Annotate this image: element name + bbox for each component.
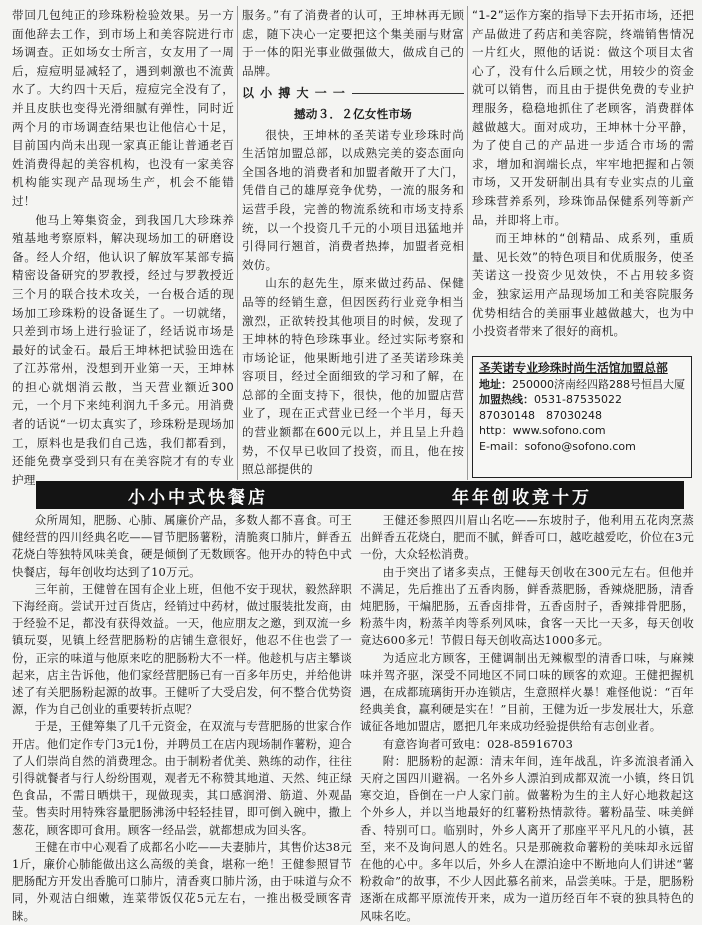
hotline-label: 加盟热线：: [479, 393, 534, 406]
paragraph: 带回几包纯正的珍珠粉检验效果。另一方面他辞去工作，到市场上和美容院进行市场调查。正如场女士所言，女友用了一周后，痘痘明显减轻了，遇到刺激也不流黄水了。大约四十天后，痘痘完全没有了，并且皮肤也变得光滑细腻有弹性，同时近两个月的市场调查结果也让他信心十足，目前国内尚未出现一家真正能让普通老百姓消费得起的美容机构，也没有一家美容机构能实现产品现场生产，机会不能错过！: [12, 8, 234, 208]
paragraph: 于是，王健筹集了几千元资金，在双流与专营肥肠的世家合作开店。他们定作专门3元1份，并聘员工在店内现场制作薯粉，迎合了人们崇尚自然的消费理念。由于制粉者优美、熟练的动作，往往引得就餐者与行人纷纷围观，观者无不称赞其地道、天然、纯正绿色食品，不需日晒烘干，现做现卖，其口感润滑、筋道、外观晶莹。售卖时用特殊容量肥肠沸汤中轻轻挂冒，即可倒入碗中，撒上葱花，顾客即可食用。顾客一经品尝，就都想成为回头客。: [12, 719, 352, 837]
contact-phone-line: 有意咨询者可致电：028-85916703: [382, 736, 574, 751]
paragraph: 很快，王坤林的圣芙诺专业珍珠时尚生活馆加盟总部，以成熟完美的姿态面向全国各地的消费者和加盟者敞开了大门，凭借自己的雄厚竞争优势，一流的服务和运营手段，完善的物流系统和市场支持系统，以一个投资几千元的小项目迅猛地并引得同行翘首，消费者热捧，加盟者竞相效仿。: [242, 127, 464, 272]
paragraph: 王健还参照四川眉山名吃——东坡肘子，他利用五花肉烹蒸出鲜香五花烧白，肥而不腻，鲜香可口，越吃越爱吃，价位在3元一份，大众轻松消费。: [360, 513, 694, 562]
article-headline-banner: [36, 481, 684, 509]
paragraph: 由于突出了诸多卖点，王健每天创收在300元左右。但他并不满足，先后推出了五香肉肠，鲜香蒸肥肠，香辣烧肥肠，清香炖肥肠，干煸肥肠，五香卤排骨，五香卤肘子，香辣排骨肥肠，粉蒸牛肉，粉蒸羊肉等系列风味，食客一天比一天多，每天创收竟达600多元！节假日每天创收高达1000多元。: [360, 564, 694, 648]
address-value: 250000济南经四路288号恒昌大厦: [512, 377, 685, 391]
article-column-1: [12, 6, 234, 486]
paragraph: 他马上筹集资金，到我国几大珍珠养殖基地考察原料，解决现场加工的研磨设备。经人介绍，他认识了解放军某部专搞精密设备研究的罗教授，经过与罗教授近三个月的联合技术攻关，一台极合适的现场加工珍珠粉的设备诞生了。一切就绪，只差到市场上进行验证了，经话说市场是最好的试金石。最后王坤林把试验田选在了江苏常州，没想到开业第一天，王坤林的担心就烟消云散，当天营业额近300元，一个月下来纯利润九千多元。用消费者的话说“一切太真实了，珍珠粉是现场加工，原料也是我们自己选，我们都看到，还能免费享受到只有在美容院才有的专业护理: [12, 212, 234, 487]
ad-title: 圣芙诺专业珍珠时尚生活馆加盟总部: [479, 361, 668, 375]
heading-rule: [352, 93, 464, 94]
article-bottom-left: [12, 512, 352, 923]
headline-right: 年年创收竞十万: [452, 487, 592, 508]
paragraph: 服务。”有了消费者的认可，王坤林再无顾虑，随下决心一定要把这个集美丽与财富于一体的阳光事业做强做大，做成自己的品牌。: [242, 8, 464, 78]
section-title: 以 小 搏 大 一 一: [242, 86, 346, 101]
hotline-value: 0531-87535022 87030148 87030248: [479, 393, 633, 422]
paragraph: 附：肥肠粉的起源：清末年间，连年战乱，许多流浪者涌入天府之国四川避祸。一名外乡人漂泊到成都双流一小镇，终日饥寒交迫，昏倒在一户人家门前。做薯粉为生的主人好心地救起这个外乡人，并以当地最好的红薯粉热情款待。薯粉晶莹、味美鲜香、特别可口。临别时，外乡人离开了那座平平凡凡的小镇，甚至，来不及询问恩人的姓名。只是那碗救命薯粉的美味却永远留在他的心中。多年以后，外乡人在漂泊途中不断地向人们讲述“薯粉救命”的故事，不少人因此慕名前来，品尝美味。于是，肥肠粉逐渐在成都平原流传开来，成为一道历经百年不衰的独具特色的风味名吃。: [360, 753, 694, 923]
paragraph: 山东的赵先生，原来做过药品、保健品等的经销生意，但因医药行业竞争相当激烈，正欲转投其他项目的时候，发现了王坤林的特色珍珠事业。经过实际考察和市场论证，他果断地引进了圣芙诺珍珠美容项目，经过全面细致的学习和了解，在总部的全面支持下，很快，他的加盟店营业了，现在正式营业已经一个半月，每天的营业额都在600元以上，并且呈上升趋势，不仅早已收回了投资，而且，他在按照总部提供的: [242, 276, 464, 477]
paragraph: 众所周知，肥肠、心肺、属廉价产品，多数人都不喜食。可王健经营的四川经典名吃——冒节肥肠薯粉，清脆爽口肺片，鲜香五花烧白等独特风味美食，硬是倾倒了无数顾客。他开办的特色中式快餐店，每年创收均达到了10万元。: [12, 513, 352, 579]
article-column-2: [242, 6, 464, 486]
section-subtitle: 撼动３．２亿女性市场: [294, 106, 412, 121]
website-link[interactable]: http：www.sofono.com: [479, 424, 606, 437]
column-divider: [467, 6, 468, 480]
ad-address-line: [479, 377, 685, 393]
article-column-3: [472, 6, 694, 352]
paragraph: 三年前，王健曾在国有企业上班，但他不安于现状，毅然辞职下海经商。尝试开过百货店，经销过中药材，做过服装批发商，由于经验不足，都没有获得效益。一天，他应朋友之邀，到双流一乡镇玩耍，见镇上经营肥肠粉的店铺生意很好，他忍不住也尝了一份，正宗的味道与他原来吃的肥肠粉大不一样。他趁机与店主攀谈起来，店主告诉他，他们家经营肥肠已有一百多年历史，并给他讲述了有关肥肠粉起源的故事。王健听了大受启发，何不整合优势资源，作为自己创业的重要转折点呢？: [12, 581, 352, 717]
franchise-contact-box: [472, 356, 692, 478]
paragraph: 王健在市中心观看了成都名小吃——夫妻肺片，其售价达38元1斤，廉价心肺能做出这么高级的美食，堪称一绝！王健参照冒节肥肠配方开发出香脆可口肺片，清香爽口肺片汤，由于味道与众不同，外观洁白细嫩，连菜带饭仅花5元左右，一推出极受顾客青睐。: [12, 839, 352, 923]
section-heading: [242, 84, 464, 103]
column-divider: [237, 6, 238, 480]
paragraph: 为适应北方顾客，王健调制出无辣椒型的清香口味，与麻辣味并驾齐驱，深受不同地区不同口味的顾客的欢迎。王健把握机遇，在成都琉璃街开办连锁店，生意照样火暴！难怪他说：“百年经典美食，赢利硬是实在！”目前，王健为近一步发展壮大，乐意诚征各地加盟店，愿把几年来成功经验提供给有志创业者。: [360, 650, 694, 734]
paragraph: 而王坤林的“创精品、成系列，重质量、见长效”的特色项目和优质服务，使圣芙诺这一投资少见效快，不占用较多资金，独家运用产品现场加工和美容院服务优势相结合的美丽事业越做越大，也为中小投资者带来了很好的商机。: [472, 231, 694, 339]
address-label: 地址：: [479, 377, 512, 391]
paragraph: “1-2”运作方案的指导下去开拓市场，还把产品做进了药店和美容院，终端销售情况一片红火，照他的话说：做这个项目太省心了，没有什么后顾之忧，用较少的资金就可以销售，而且由于提供免费的专业护理服务，稳稳地抓住了老顾客，消费群体越做越大。面对成功，王坤林十分平静，为了使自己的产品进一步适合市场的需求，增加和润端长点，牢牢地把握和占领市场，又开发研制出具有专业实点的儿童珍珠营养系列，珍珠饰品保健系列等新产品，并即将上市。: [472, 8, 694, 227]
article-bottom-right: [360, 512, 694, 923]
headline-left: 小小中式快餐店: [128, 487, 268, 508]
email-link[interactable]: E-mail：sofono@sofono.com: [479, 439, 636, 453]
ad-hotline-line: [479, 392, 685, 423]
